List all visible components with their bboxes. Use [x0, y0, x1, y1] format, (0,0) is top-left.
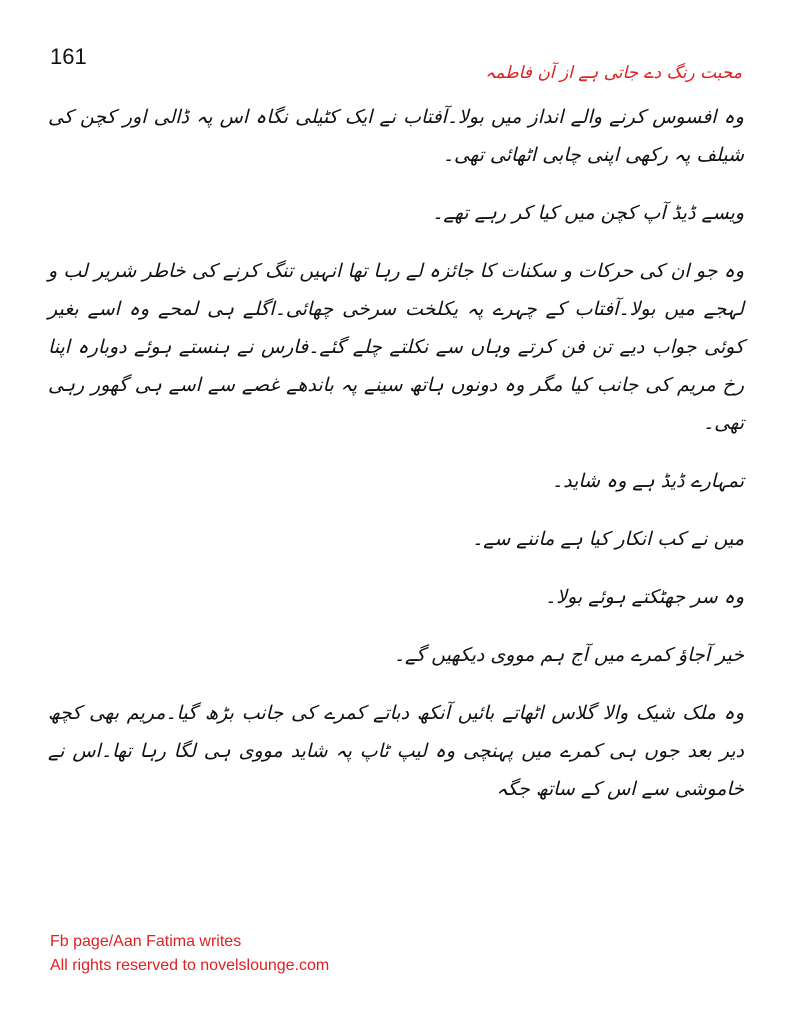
paragraph: میں نے کب انکار کیا ہے ماننے سے۔ [472, 528, 744, 550]
paragraph: وہ سر جھٹکتے ہوئے بولا۔ [545, 586, 744, 608]
header-title: محبت رنگ دے جاتی ہے از آن فاطمہ [485, 63, 742, 83]
paragraph: تمہارے ڈیڈ ہے وہ شاید۔ [551, 470, 744, 492]
footer [50, 930, 329, 978]
body-text [48, 98, 744, 828]
paragraph: ویسے ڈیڈ آپ کچن میں کیا کر رہے تھے۔ [432, 202, 744, 224]
footer-credit: Fb page/Aan Fatima writes [50, 933, 242, 950]
paragraph: وہ افسوس کرنے والے انداز میں بولا۔آفتاب نے ایک کٹیلی نگاہ اس پہ ڈالی اور کچن کی شیلف پہ رکھی اپنی چابی اٹھائی تھی۔ [48, 106, 744, 166]
paragraph: خیر آجاؤ کمرے میں آج ہم مووی دیکھیں گے۔ [393, 644, 744, 666]
footer-rights: All rights reserved to novelslounge.com [50, 957, 330, 974]
page-number: 161 [50, 44, 87, 69]
paragraph: وہ ملک شیک والا گلاس اٹھاتے بائیں آنکھ دباتے کمرے کی جانب بڑھ گیا۔مریم بھی کچھ دیر بعد جوں ہی کمرے میں پہنچی وہ لیپ ٹاپ پہ شاید مووی ہی لگا رہا تھا۔اس نے خاموشی سے اس کے ساتھ جگہ [48, 702, 744, 800]
paragraph: وہ جو ان کی حرکات و سکنات کا جائزہ لے رہا تھا انہیں تنگ کرنے کی خاطر شریر لب و لہجے میں بولا۔آفتاب کے چہرے پہ یکلخت سرخی چھائی۔اگلے ہی لمحے وہ اسے بغیر کوئی جواب دیے تن فن کرتے وہاں سے نکلتے چلے گئے۔فارس نے ہنستے ہوئے دوبارہ اپنا رخ مریم کی جانب کیا مگر وہ دونوں ہاتھ سینے پہ باندھے غصے سے اسے ہی گھور رہی تھی۔ [48, 260, 744, 434]
